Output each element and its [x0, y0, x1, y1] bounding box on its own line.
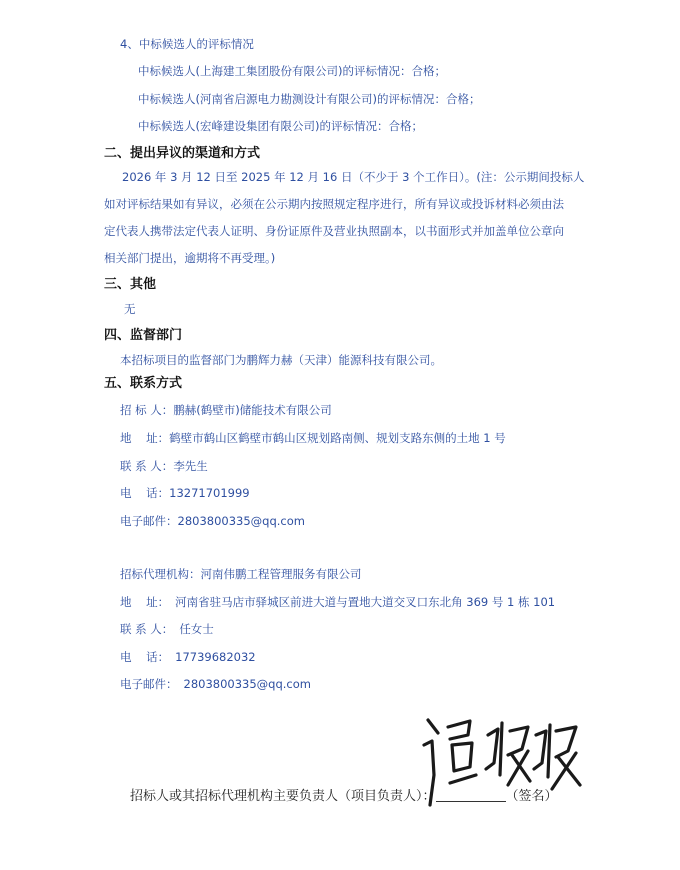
supervision-heading: 四、监督部门	[104, 328, 183, 343]
objection-line-1: 2026 年 3 月 12 日至 2025 年 12 月 16 日（不少于 3 个工作日）。(注：公示期间投标人	[122, 170, 585, 184]
agency-contact-row	[120, 622, 214, 636]
candidate-item-1: 中标候选人(上海建工集团股份有限公司)的评标情况：合格；	[138, 64, 446, 78]
signature-suffix: （签名）	[505, 789, 558, 804]
tenderer-address-row	[120, 431, 506, 445]
candidates-title: 4、中标候选人的评标情况	[120, 37, 254, 51]
agency-contact: 任女士	[179, 622, 214, 636]
agency-phone-row	[120, 650, 256, 664]
objection-line-3: 定代表人携带法定代表人证明、身份证原件及营业执照副本，以书面形式并加盖单位公章向	[104, 224, 564, 238]
supervision-text: 本招标项目的监督部门为鹏辉力赫（天津）能源科技有限公司。	[120, 353, 442, 367]
agency-email-row	[120, 677, 311, 691]
agency-email: 2803800335@qq.com	[183, 677, 311, 691]
tenderer-row	[120, 403, 332, 417]
tenderer-address: 鹤壁市鹤山区鹤壁市鹤山区规划路南侧、规划支路东侧的土地 1 号	[169, 431, 506, 445]
tenderer-email-row	[120, 514, 305, 528]
agency-address-row	[120, 595, 555, 609]
objection-line-4: 相关部门提出，逾期将不再受理。)	[104, 251, 276, 265]
agency-email-label: 电子邮件：	[120, 677, 178, 691]
tenderer-address-label: 地 址：	[120, 431, 170, 445]
agency-contact-label: 联 系 人：	[120, 622, 174, 636]
handwritten-signature	[410, 705, 585, 810]
other-heading: 三、其他	[104, 277, 157, 292]
candidate-item-2: 中标候选人(河南省启源电力勘测设计有限公司)的评标情况：合格；	[138, 92, 481, 106]
candidate-item-3: 中标候选人(宏峰建设集团有限公司)的评标情况：合格；	[138, 119, 423, 133]
tenderer-contact-row	[120, 459, 208, 473]
tenderer-phone: 13271701999	[169, 486, 250, 500]
tenderer-phone-label: 电 话：	[120, 486, 170, 500]
agency-phone-label: 电 话：	[120, 650, 170, 664]
agency-row	[120, 567, 362, 581]
agency-name: 河南伟鹏工程管理服务有限公司	[200, 567, 362, 581]
tenderer-email-label: 电子邮件：	[120, 514, 178, 528]
tenderer-name: 鹏赫(鹤壁市)储能技术有限公司	[173, 403, 332, 417]
contact-heading: 五、联系方式	[104, 376, 183, 391]
tenderer-contact: 李先生	[173, 459, 208, 473]
tenderer-phone-row	[120, 486, 250, 500]
signature-prefix: 招标人或其招标代理机构主要负责人（项目负责人）：	[130, 789, 436, 804]
agency-phone: 17739682032	[175, 650, 256, 664]
agency-address-label: 地 址：	[120, 595, 170, 609]
agency-address: 河南省驻马店市驿城区前进大道与置地大道交叉口东北角 369 号 1 栋 101	[175, 595, 556, 609]
tenderer-contact-label: 联 系 人：	[120, 459, 174, 473]
tenderer-email: 2803800335@qq.com	[177, 514, 305, 528]
tenderer-label: 招 标 人：	[120, 403, 174, 417]
objection-line-2: 如对评标结果如有异议，必须在公示期内按照规定程序进行，所有异议或投诉材料必须由法	[104, 197, 564, 211]
other-text: 无	[124, 302, 136, 316]
agency-label: 招标代理机构：	[120, 567, 201, 581]
objection-heading: 二、提出异议的渠道和方式	[104, 146, 261, 161]
